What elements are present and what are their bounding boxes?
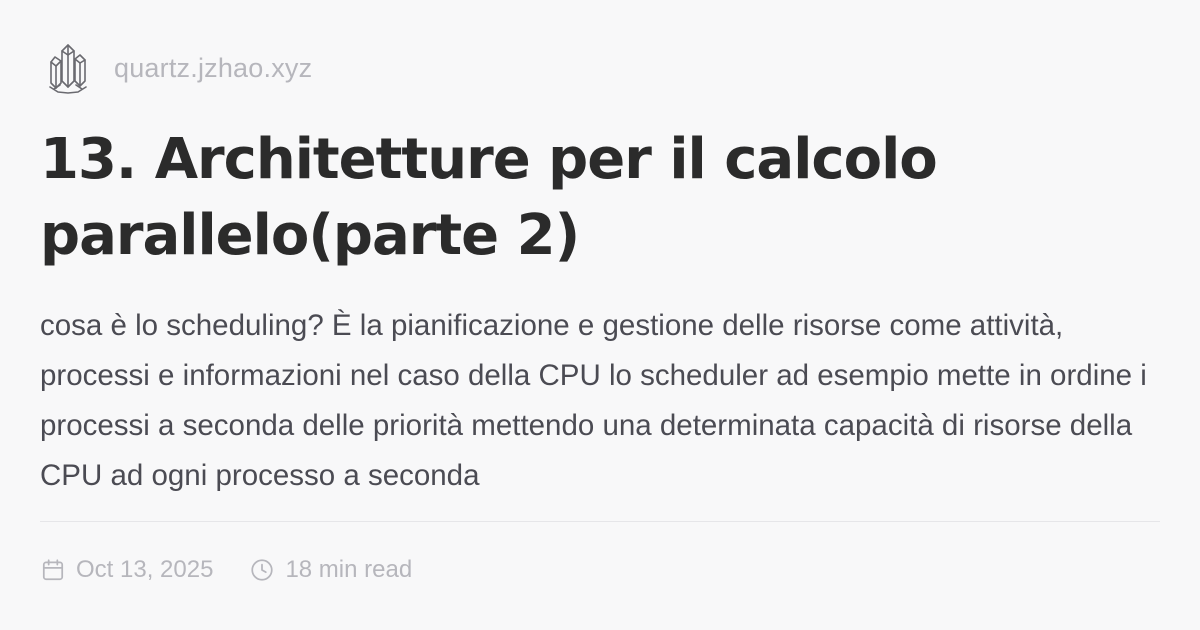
reading-time: 18 min read bbox=[285, 556, 413, 583]
site-name[interactable]: quartz.jzhao.xyz bbox=[114, 52, 313, 83]
site-header bbox=[46, 40, 312, 96]
reading-time-meta bbox=[249, 556, 412, 584]
publish-date: Oct 13, 2025 bbox=[76, 556, 214, 583]
quartz-crystal-icon bbox=[46, 41, 90, 95]
article-description: cosa è lo scheduling? È la pianificazione e gestione delle risorse come attività, processi e informazioni nel caso della CPU lo scheduler ad esempio mette in ordine i processi a seconda delle priorità mettendo una determinata capacità di risorse della CPU ad ogni processo a seconda bbox=[40, 309, 1147, 492]
page-title: 13. Architetture per il calcolo parallelo(parte 2) bbox=[40, 127, 937, 268]
date-meta bbox=[40, 556, 213, 584]
divider bbox=[40, 521, 1160, 522]
clock-icon bbox=[249, 557, 275, 583]
calendar-icon bbox=[40, 557, 66, 583]
article-meta bbox=[40, 556, 412, 584]
